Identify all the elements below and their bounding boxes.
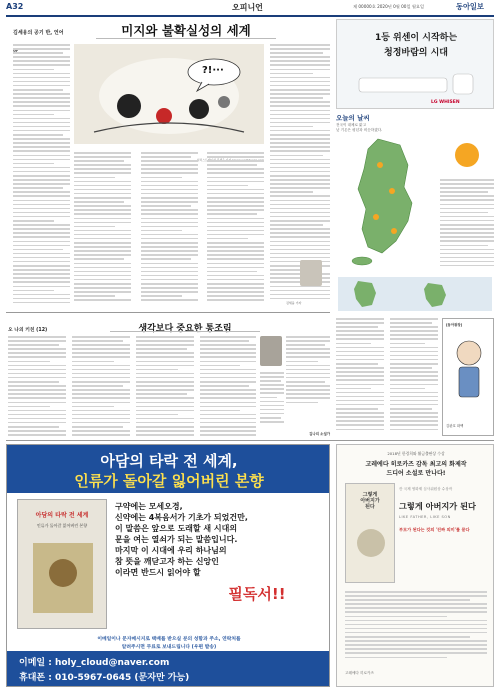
article-text-col2: [74, 152, 131, 309]
title-underline: [96, 38, 276, 39]
book-right-line1: 고레에다 히로카즈 감독 최고의 화제작: [365, 461, 467, 468]
section-divider-2: [6, 440, 494, 441]
newspaper-logo: 동아일보: [456, 2, 484, 11]
col2-text-1: [8, 336, 66, 438]
article-text-col4: [207, 152, 264, 309]
cartoon-label: [동아광장]: [446, 323, 463, 327]
weather-subtitle: 전국이 대체로 맑고 낮 기온은 평년과 비슷하겠다.: [336, 123, 383, 132]
column-illustration: [74, 44, 264, 144]
right-text-2: [390, 318, 438, 436]
book-cover-title: 아담의 타락 전 세계: [35, 512, 89, 519]
cartoon-author: 김판호 화백: [446, 424, 464, 428]
book-ad-body: [115, 501, 327, 578]
regional-map: [338, 277, 492, 311]
book-right-publisher: 고레에다 히로카즈: [345, 671, 374, 675]
book-ad-headline2: 인류가 돌아갈 잃어버린 본향: [74, 472, 264, 490]
column2-byline: 오 나의 키친 (12): [8, 328, 48, 333]
author-caption: 김세웅 기자: [286, 301, 302, 305]
whisen-ad-headline: 1등 위센이 시작하는 청정바람의 시대: [374, 33, 458, 58]
weather-title: 오늘의 날씨: [336, 114, 370, 122]
book-right-description: [345, 591, 487, 663]
must-read-stamp: 필독서!!: [228, 585, 286, 603]
contact-phone[interactable]: 휴대폰 : 010-5967-0645 (문자만 가능): [19, 673, 190, 683]
weather-sky-icon: [442, 135, 492, 175]
body-line7: 이라면 반드시 읽어야 할: [115, 568, 201, 577]
column-title: 미지와 불확실성의 세계: [121, 23, 251, 38]
column2-underline: [110, 331, 260, 332]
body-line2: 신약에는 4복음서가 기초가 되었건만,: [115, 513, 248, 522]
book-cover-subtitle: 인류가 돌아갈 잃어버린 본향: [36, 523, 88, 528]
column2-author-name: 김나리 소설가: [309, 432, 330, 436]
award-line: 2018년 한경희와 활금출판상 수상: [387, 451, 445, 456]
section-divider: [6, 312, 330, 313]
book-right-cover-art: [346, 518, 396, 568]
date-line: 제 00000호 2020년 0월 00일 월요일: [353, 4, 424, 9]
body-line6: 참 뜻을 깨닫고자 하는 신앙인: [115, 557, 219, 566]
book-right-tagline: 부모가 된다는 것의 '진짜 의미'를 묻다: [399, 527, 470, 532]
book-right-main-title: 그렇게 아버지가 된다: [399, 501, 476, 511]
book-right-subtitle-en: LIKE FATHER, LIKE SON: [399, 515, 451, 519]
whisen-ad[interactable]: [336, 19, 494, 109]
book-right-cover: 그렇게 아버지가 된다: [345, 483, 395, 583]
book-ad-header: [7, 445, 330, 493]
body-line4: 문을 여는 열쇠가 되는 말씀입니다.: [115, 535, 238, 544]
body-line5: 마지막 이 시대에 우리 하나님의: [115, 546, 227, 555]
right-text-1: [336, 318, 384, 436]
col2-text-4: [200, 336, 256, 438]
book-ad-left[interactable]: [6, 444, 330, 687]
masthead: [0, 0, 500, 16]
weather-table: [440, 179, 494, 269]
book-ad-notice: 이메일이나 문자메시지로 택배를 받으실 분의 성함과 주소, 연락처를 알려주시면 무료로 보내드립니다 (우편 발송): [97, 637, 241, 650]
whisen-product-image: [353, 70, 479, 96]
col2-text-3: [136, 336, 194, 438]
col2-text-6: [260, 372, 284, 426]
book-cover: [17, 499, 107, 629]
book-ad-headline1: 아담의 타락 전 세계,: [100, 452, 238, 470]
book-cover-art: [18, 533, 108, 621]
whisen-brand: LG WHISEN: [431, 100, 460, 105]
book-right-line2: 드디어 소설로 만나다!: [386, 470, 446, 477]
column2-author-photo: [260, 336, 282, 366]
book-ad-right[interactable]: [336, 444, 494, 687]
masthead-rule: [6, 15, 494, 17]
cartoon-illustration: [447, 331, 491, 411]
weather-box: [336, 113, 494, 313]
body-line3: 이 말씀은 앞으로 도래할 새 시대의: [115, 524, 238, 533]
col2-text-5: [286, 336, 330, 406]
weather-map: [338, 135, 434, 269]
article-text-col1: [13, 44, 70, 309]
col2-text-2: [72, 336, 130, 438]
cartoon-box: [442, 318, 494, 436]
article-text-col3: [141, 152, 198, 309]
contact-bar: [7, 651, 330, 687]
speech-bubble-text: ?!···: [202, 65, 224, 76]
book-right-tag: 칸 국제 영화제 심사위원상 수상작: [399, 487, 453, 491]
page-number: A32: [6, 2, 24, 11]
column2-title: 생각보다 중요한 통조림: [138, 324, 232, 334]
body-line1: 구약에는 모세오경,: [115, 502, 183, 511]
contact-email[interactable]: 이메일 : holy_cloud@naver.com: [19, 658, 170, 668]
column-byline: 김세웅의 공기 반, 언어: [13, 30, 64, 36]
author-photo: [300, 260, 322, 286]
illustration-svg: [74, 44, 264, 144]
section-title: 오피니언: [232, 3, 263, 12]
